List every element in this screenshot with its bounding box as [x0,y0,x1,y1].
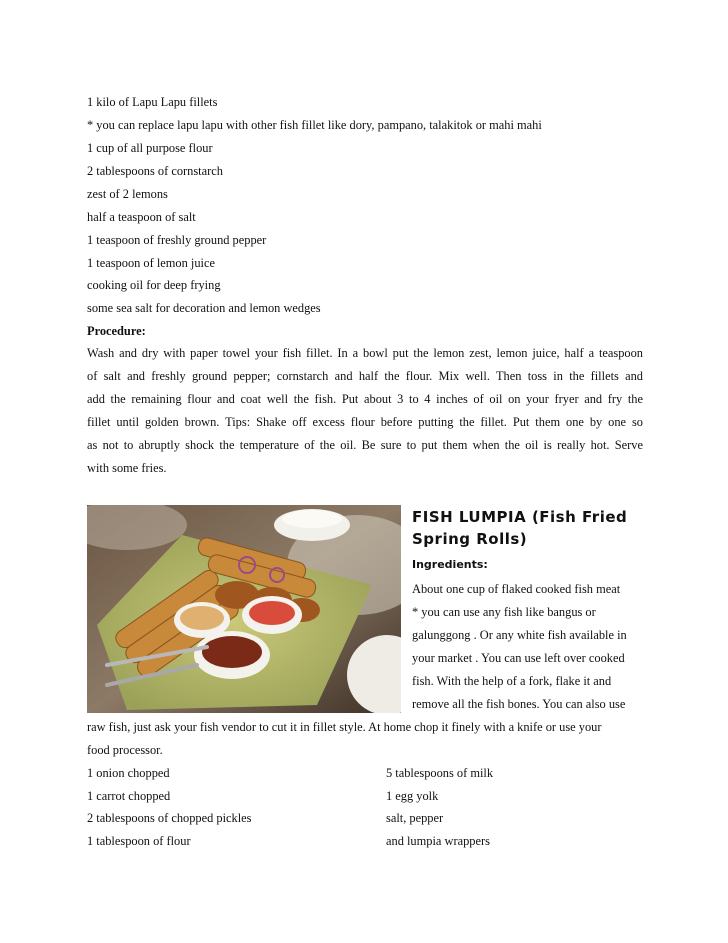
lumpia-side-line: * you can use any fish like bangus or [412,605,596,619]
lumpia-list-item: 1 egg yolk [386,789,439,803]
lumpia-side-line: galunggong . Or any white fish available in [412,628,627,642]
lumpia-wrap-line: raw fish, just ask your fish vendor to cut it in fillet style. At home chop it finely with a knife or use your [87,720,602,734]
procedure-line: Wash and dry with paper towel your fish fillet. In a bowl put the lemon zest, lemon juice, half a teaspoon [87,346,643,360]
lumpia-side-line: fish. With the help of a fork, flake it and [412,674,612,688]
lumpia-list-item: 1 carrot chopped [87,789,171,803]
lumpia-title [412,506,627,550]
ingredient-line: cooking oil for deep frying [87,278,221,292]
ingredient-line: half a teaspoon of salt [87,210,196,224]
ingredient-line: 1 teaspoon of lemon juice [87,256,216,270]
procedure-heading: Procedure: [87,324,146,338]
lumpia-list-item: 2 tablespoons of chopped pickles [87,811,252,825]
fish-lumpia-photo [87,505,401,713]
lumpia-ingredients-heading: Ingredients: [412,558,488,571]
ingredient-line: 1 kilo of Lapu Lapu fillets [87,95,218,109]
lumpia-list-item: 1 onion chopped [87,766,170,780]
ingredient-line: 1 teaspoon of freshly ground pepper [87,233,267,247]
lumpia-list-item: salt, pepper [386,811,444,825]
lumpia-list-item: 5 tablespoons of milk [386,766,494,780]
lumpia-wrap-line: food processor. [87,743,163,757]
lumpia-list-item: 1 tablespoon of flour [87,834,191,848]
procedure-text [87,342,643,481]
lumpia-side-line: About one cup of flaked cooked fish meat [412,582,621,596]
procedure-line: of salt and freshly ground pepper; cornstarch and half the flour. Mix well. Then toss in the fillets and [87,369,643,384]
lumpia-title-line: FISH LUMPIA (Fish Fried [412,508,628,526]
lumpia-list-item: and lumpia wrappers [386,834,490,848]
procedure-line: as not to abruptly shock the temperature of the oil. Be sure to put them when the oil is really hot. Serve [87,438,643,453]
procedure-line: fillet until golden brown. Tips: Shake off excess flour before putting the fillet. Put them one by one so [87,415,643,430]
lumpia-side-line: remove all the fish bones. You can also use [412,697,626,711]
ingredient-line: 2 tablespoons of cornstarch [87,164,223,178]
lumpia-title-line: Spring Rolls) [412,530,528,548]
lumpia-side-line: your market . You can use left over cooked [412,651,625,665]
ingredient-line: zest of 2 lemons [87,187,168,201]
ingredient-line: * you can replace lapu lapu with other fish fillet like dory, pampano, talakitok or mahi mahi [87,118,542,132]
ingredient-line: 1 cup of all purpose flour [87,141,213,155]
procedure-line: add the remaining flour and coat well the fish. Put about 3 to 4 inches of oil on your fryer and fry the [87,392,643,407]
ingredient-line: some sea salt for decoration and lemon wedges [87,301,321,315]
procedure-line: with some fries. [87,461,167,476]
